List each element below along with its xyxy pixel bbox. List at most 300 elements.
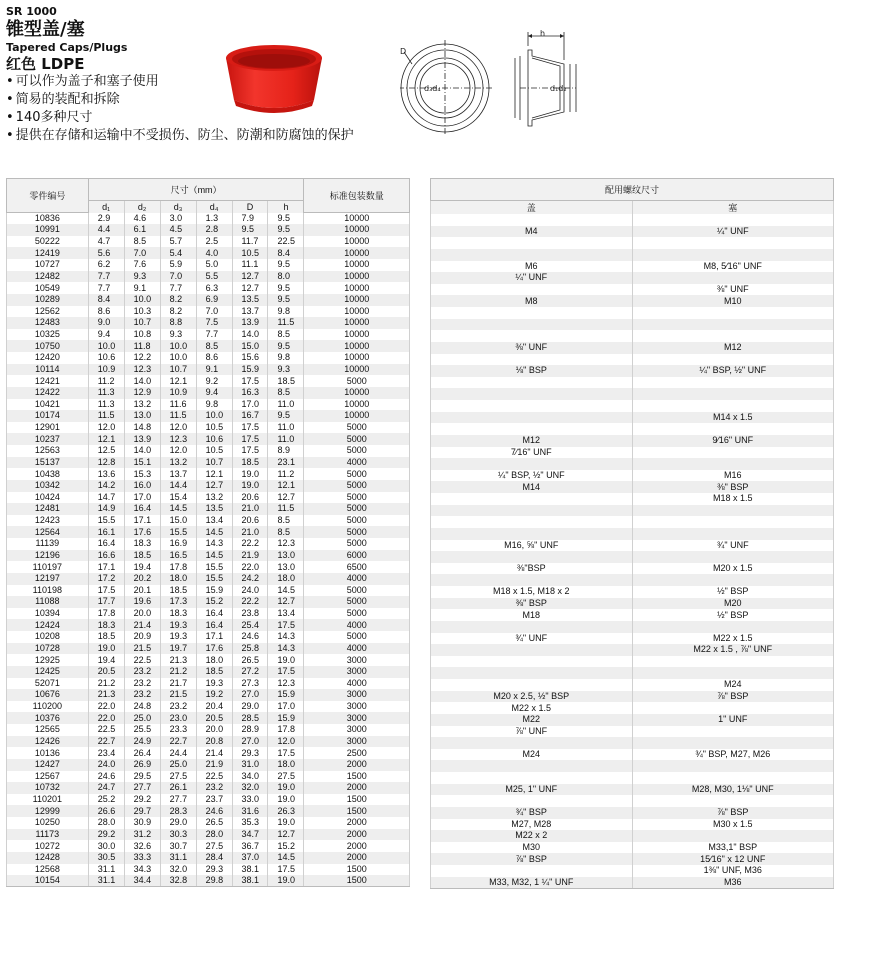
table-cell: 15.9: [232, 364, 268, 376]
plug-thread-cell: [632, 272, 834, 284]
table-cell: 14.4: [160, 480, 196, 492]
table-cell: 4000: [304, 678, 410, 690]
table-cell: 28.0: [196, 829, 232, 841]
table-cell: 10.0: [124, 294, 160, 306]
table-cell: 14.5: [268, 585, 304, 597]
cap-thread-cell: [431, 865, 633, 877]
table-cell: 22.2: [232, 596, 268, 608]
table-cell: 17.8: [88, 608, 124, 620]
table-row: [431, 865, 834, 877]
table-cell: 22.5: [196, 771, 232, 783]
table-row: [431, 272, 834, 284]
table-row: [431, 481, 834, 493]
table-cell: 10.0: [88, 340, 124, 352]
table-row: [431, 354, 834, 366]
table-cell: 21.9: [232, 550, 268, 562]
table-cell: 18.0: [196, 654, 232, 666]
table-cell: 24.9: [124, 736, 160, 748]
cap-thread-cell: [431, 388, 633, 400]
table-row: [7, 573, 410, 585]
table-row: [7, 666, 410, 678]
table-cell: 35.3: [232, 817, 268, 829]
table-cell: 9.8: [268, 352, 304, 364]
feature-item: • 提供在存储和运输中不受损伤、防尘、防潮和防腐蚀的保护: [6, 127, 426, 145]
header-d3: d₃: [160, 201, 196, 213]
table-cell: 7.0: [196, 306, 232, 318]
plug-thread-cell: [632, 702, 834, 714]
table-cell: 11.5: [88, 410, 124, 422]
table-cell: 10.8: [124, 329, 160, 341]
table-cell: 12925: [7, 654, 89, 666]
table-cell: 9.3: [160, 329, 196, 341]
table-cell: 23.2: [124, 689, 160, 701]
cap-thread-cell: [431, 493, 633, 505]
table-cell: 12.3: [160, 433, 196, 445]
table-cell: 10114: [7, 364, 89, 376]
table-row: [7, 771, 410, 783]
cap-thread-cell: [431, 214, 633, 226]
plug-thread-cell: [632, 458, 834, 470]
table-cell: 19.0: [268, 794, 304, 806]
plug-thread-cell: [632, 400, 834, 412]
plug-thread-cell: [632, 772, 834, 784]
table-cell: 29.7: [124, 805, 160, 817]
table-cell: 12.0: [88, 422, 124, 434]
table-cell: 17.5: [232, 433, 268, 445]
table-row: [7, 736, 410, 748]
table-row: [7, 585, 410, 597]
table-cell: 29.0: [232, 701, 268, 713]
table-cell: 10174: [7, 410, 89, 422]
table-cell: 13.6: [88, 468, 124, 480]
table-cell: 17.5: [232, 445, 268, 457]
table-cell: 5.4: [160, 247, 196, 259]
cap-thread-cell: ⅞" BSP: [431, 853, 633, 865]
table-row: [7, 422, 410, 434]
table-cell: 12427: [7, 759, 89, 771]
table-row: [431, 795, 834, 807]
plug-thread-cell: [632, 319, 834, 331]
table-row: [7, 364, 410, 376]
plug-thread-cell: ¼" UNF: [632, 226, 834, 238]
table-cell: 10.5: [196, 445, 232, 457]
table-cell: 25.8: [232, 643, 268, 655]
table-cell: 11.5: [160, 410, 196, 422]
table-cell: 28.4: [196, 852, 232, 864]
table-cell: 20.2: [124, 573, 160, 585]
cap-thread-cell: [431, 249, 633, 261]
table-cell: 5000: [304, 480, 410, 492]
table-row: [7, 782, 410, 794]
product-photo: [220, 40, 328, 116]
table-row: [7, 282, 410, 294]
cap-thread-cell: [431, 737, 633, 749]
table-cell: 19.4: [124, 561, 160, 573]
table-cell: 10000: [304, 271, 410, 283]
table-cell: 110198: [7, 585, 89, 597]
cap-thread-cell: [431, 423, 633, 435]
table-cell: 21.2: [160, 666, 196, 678]
table-cell: 17.3: [160, 596, 196, 608]
table-row: [431, 784, 834, 796]
table-cell: 18.5: [268, 375, 304, 387]
table-cell: 19.4: [88, 654, 124, 666]
table-cell: 18.3: [124, 538, 160, 550]
table-cell: 4.6: [124, 213, 160, 225]
table-cell: 10000: [304, 236, 410, 248]
table-cell: 20.5: [196, 712, 232, 724]
table-cell: 14.3: [268, 643, 304, 655]
table-cell: 5.6: [88, 247, 124, 259]
table-cell: 10000: [304, 294, 410, 306]
cap-thread-cell: 7⁄16" UNF: [431, 447, 633, 459]
table-cell: 10136: [7, 747, 89, 759]
table-cell: 29.3: [232, 747, 268, 759]
table-row: [7, 236, 410, 248]
table-cell: 10000: [304, 306, 410, 318]
cap-thread-cell: [431, 400, 633, 412]
table-row: [431, 772, 834, 784]
table-cell: 10.0: [160, 352, 196, 364]
table-cell: 1500: [304, 771, 410, 783]
table-cell: 12562: [7, 306, 89, 318]
table-cell: 10208: [7, 631, 89, 643]
table-row: [431, 749, 834, 761]
table-cell: 16.4: [196, 608, 232, 620]
table-cell: 28.3: [160, 805, 196, 817]
table-cell: 5000: [304, 492, 410, 504]
table-cell: 10750: [7, 340, 89, 352]
table-row: [7, 213, 410, 225]
table-row: [7, 224, 410, 236]
table-cell: 13.2: [124, 399, 160, 411]
cap-thread-cell: [431, 505, 633, 517]
table-cell: 14.3: [196, 538, 232, 550]
table-cell: 23.1: [268, 457, 304, 469]
table-cell: 8.4: [268, 247, 304, 259]
table-cell: 16.5: [160, 550, 196, 562]
plug-thread-cell: [632, 528, 834, 540]
header-D: D: [232, 201, 268, 213]
table-cell: 26.3: [268, 805, 304, 817]
table-cell: 5000: [304, 585, 410, 597]
table-cell: 13.0: [124, 410, 160, 422]
table-row: [7, 829, 410, 841]
table-cell: 11.3: [88, 387, 124, 399]
plug-thread-cell: ⅜" BSP: [632, 481, 834, 493]
table-row: [431, 388, 834, 400]
cap-thread-cell: [431, 644, 633, 656]
table-cell: 9.5: [268, 340, 304, 352]
cap-thread-cell: M4: [431, 226, 633, 238]
table-cell: 14.5: [196, 550, 232, 562]
header-d2: d₂: [124, 201, 160, 213]
technical-drawing: [400, 24, 600, 142]
cap-thread-cell: [431, 679, 633, 691]
table-cell: 14.9: [88, 503, 124, 515]
table-cell: 5000: [304, 433, 410, 445]
table-cell: 22.5: [124, 654, 160, 666]
table-cell: 12482: [7, 271, 89, 283]
plug-thread-cell: [632, 237, 834, 249]
table-cell: 13.5: [232, 294, 268, 306]
table-cell: 9.5: [268, 213, 304, 225]
table-cell: 22.7: [88, 736, 124, 748]
table-cell: 20.0: [196, 724, 232, 736]
table-cell: 23.4: [88, 747, 124, 759]
table-cell: 20.9: [124, 631, 160, 643]
cap-thread-cell: [431, 656, 633, 668]
table-row: [7, 538, 410, 550]
table-cell: 25.2: [88, 794, 124, 806]
table-cell: 13.9: [232, 317, 268, 329]
header-thread-size: 配用螺纹尺寸: [431, 179, 834, 201]
table-cell: 2.8: [196, 224, 232, 236]
dimension-table-body: [7, 213, 410, 887]
table-cell: 29.0: [160, 817, 196, 829]
table-cell: 34.4: [124, 875, 160, 887]
table-cell: 20.8: [196, 736, 232, 748]
table-cell: 20.0: [124, 608, 160, 620]
cap-thread-cell: [431, 330, 633, 342]
cap-thread-cell: ¾" BSP: [431, 807, 633, 819]
plug-thread-cell: 1⅜" UNF, M36: [632, 865, 834, 877]
cap-thread-cell: M22: [431, 714, 633, 726]
table-cell: 22.0: [88, 701, 124, 713]
table-cell: 24.7: [88, 782, 124, 794]
table-row: [431, 830, 834, 842]
table-cell: 23.0: [160, 712, 196, 724]
table-cell: 27.5: [160, 771, 196, 783]
table-cell: 9.3: [124, 271, 160, 283]
table-row: [7, 654, 410, 666]
table-cell: 12.1: [160, 375, 196, 387]
plug-thread-cell: [632, 760, 834, 772]
cap-thread-cell: [431, 237, 633, 249]
plug-thread-cell: M10: [632, 295, 834, 307]
table-cell: 3000: [304, 701, 410, 713]
table-cell: 13.4: [196, 515, 232, 527]
table-cell: 18.0: [268, 573, 304, 585]
table-cell: 9.2: [196, 375, 232, 387]
table-cell: 2000: [304, 817, 410, 829]
cap-thread-cell: [431, 284, 633, 296]
table-cell: 16.7: [232, 410, 268, 422]
table-cell: 23.3: [160, 724, 196, 736]
table-cell: 15.0: [232, 340, 268, 352]
table-cell: 14.0: [124, 445, 160, 457]
table-cell: 12.7: [232, 271, 268, 283]
table-row: [431, 528, 834, 540]
table-row: [7, 747, 410, 759]
table-cell: 10.7: [124, 317, 160, 329]
feature-list: [6, 73, 426, 145]
plug-thread-cell: 9⁄16" UNF: [632, 435, 834, 447]
cap-thread-cell: ¾" UNF: [431, 633, 633, 645]
table-cell: 10000: [304, 213, 410, 225]
table-row: [7, 387, 410, 399]
table-row: [7, 643, 410, 655]
table-row: [431, 284, 834, 296]
table-cell: 4000: [304, 643, 410, 655]
table-cell: 33.3: [124, 852, 160, 864]
table-cell: 3.0: [160, 213, 196, 225]
table-cell: 9.0: [88, 317, 124, 329]
cap-thread-cell: [431, 516, 633, 528]
table-cell: 25.4: [232, 619, 268, 631]
table-cell: 15.4: [160, 492, 196, 504]
table-cell: 1500: [304, 875, 410, 887]
table-cell: 31.1: [88, 875, 124, 887]
table-cell: 12.3: [124, 364, 160, 376]
table-row: [431, 470, 834, 482]
table-row: [7, 608, 410, 620]
table-cell: 13.0: [268, 550, 304, 562]
table-cell: 18.5: [124, 550, 160, 562]
table-cell: 10424: [7, 492, 89, 504]
table-cell: 10000: [304, 399, 410, 411]
cap-thread-cell: M33, M32, 1 ¼" UNF: [431, 877, 633, 889]
table-cell: 17.7: [88, 596, 124, 608]
plug-thread-cell: [632, 330, 834, 342]
table-cell: 17.1: [88, 561, 124, 573]
table-cell: 26.5: [232, 654, 268, 666]
table-row: [7, 468, 410, 480]
table-cell: 8.5: [196, 340, 232, 352]
table-cell: 12565: [7, 724, 89, 736]
table-cell: 21.3: [88, 689, 124, 701]
table-cell: 5000: [304, 422, 410, 434]
plug-thread-cell: M22 x 1.5: [632, 633, 834, 645]
table-row: [431, 609, 834, 621]
table-cell: 8.0: [268, 271, 304, 283]
table-cell: 17.1: [196, 631, 232, 643]
table-cell: 15.5: [196, 561, 232, 573]
cap-thread-cell: M24: [431, 749, 633, 761]
cap-thread-cell: ¼" BSP, ½" UNF: [431, 470, 633, 482]
table-cell: 24.6: [196, 805, 232, 817]
table-row: [7, 631, 410, 643]
table-cell: 30.3: [160, 829, 196, 841]
table-cell: 17.8: [268, 724, 304, 736]
table-cell: 3000: [304, 736, 410, 748]
table-cell: 17.5: [268, 619, 304, 631]
plug-thread-cell: M14 x 1.5: [632, 412, 834, 424]
table-row: [431, 656, 834, 668]
cap-thread-cell: [431, 667, 633, 679]
table-cell: 10.0: [196, 410, 232, 422]
table-cell: 14.5: [160, 503, 196, 515]
table-row: [7, 457, 410, 469]
table-row: [431, 412, 834, 424]
table-row: [431, 807, 834, 819]
table-cell: 5000: [304, 526, 410, 538]
table-row: [431, 226, 834, 238]
table-cell: 16.3: [232, 387, 268, 399]
cap-thread-cell: M12: [431, 435, 633, 447]
cap-thread-cell: [431, 354, 633, 366]
table-cell: 15.5: [196, 573, 232, 585]
table-cell: 10342: [7, 480, 89, 492]
feature-item: • 简易的装配和拆除: [6, 91, 426, 109]
table-cell: 25.0: [160, 759, 196, 771]
table-cell: 30.0: [88, 840, 124, 852]
table-row: [431, 621, 834, 633]
table-cell: 26.5: [196, 817, 232, 829]
table-row: [431, 435, 834, 447]
table-cell: 13.7: [160, 468, 196, 480]
table-cell: 10154: [7, 875, 89, 887]
plug-thread-cell: [632, 656, 834, 668]
table-cell: 9.4: [88, 329, 124, 341]
table-cell: 3000: [304, 724, 410, 736]
table-row: [7, 480, 410, 492]
table-cell: 19.2: [196, 689, 232, 701]
table-cell: 9.1: [124, 282, 160, 294]
table-row: [431, 598, 834, 610]
table-cell: 18.5: [196, 666, 232, 678]
cap-thread-cell: M16, ⅝" UNF: [431, 540, 633, 552]
table-cell: 17.0: [124, 492, 160, 504]
table-cell: 3000: [304, 712, 410, 724]
table-cell: 9.5: [268, 410, 304, 422]
table-cell: 6.9: [196, 294, 232, 306]
plug-thread-cell: ⅜" UNF: [632, 284, 834, 296]
table-cell: 19.3: [196, 678, 232, 690]
table-cell: 4.7: [88, 236, 124, 248]
table-cell: 2000: [304, 782, 410, 794]
table-row: [431, 214, 834, 226]
table-cell: 14.0: [232, 329, 268, 341]
plug-thread-cell: ½" BSP: [632, 609, 834, 621]
table-cell: 22.7: [160, 736, 196, 748]
table-cell: 2000: [304, 759, 410, 771]
table-cell: 2.5: [196, 236, 232, 248]
table-cell: 18.0: [160, 573, 196, 585]
header-plug: 塞: [632, 201, 834, 215]
table-cell: 31.1: [160, 852, 196, 864]
cap-thread-cell: M18 x 1.5, M18 x 2: [431, 586, 633, 598]
table-cell: 12425: [7, 666, 89, 678]
table-cell: 10.9: [88, 364, 124, 376]
table-cell: 19.0: [268, 654, 304, 666]
plug-thread-cell: 15⁄16" x 12 UNF: [632, 853, 834, 865]
table-row: [431, 505, 834, 517]
plug-thread-cell: ⅞" BSP: [632, 691, 834, 703]
table-cell: 12.5: [88, 445, 124, 457]
plug-thread-cell: [632, 377, 834, 389]
table-cell: 4.0: [196, 247, 232, 259]
table-cell: 9.5: [268, 294, 304, 306]
table-cell: 22.5: [268, 236, 304, 248]
table-cell: 29.5: [124, 771, 160, 783]
table-row: [7, 596, 410, 608]
table-cell: 18.3: [88, 619, 124, 631]
table-cell: 28.9: [232, 724, 268, 736]
table-cell: 10000: [304, 329, 410, 341]
table-cell: 21.3: [160, 654, 196, 666]
plug-thread-cell: M36: [632, 877, 834, 889]
table-cell: 7.7: [196, 329, 232, 341]
material: 红色 LDPE: [6, 55, 85, 73]
table-row: [7, 433, 410, 445]
table-cell: 23.2: [124, 666, 160, 678]
table-cell: 5.0: [196, 259, 232, 271]
table-cell: 10438: [7, 468, 89, 480]
table-cell: 12568: [7, 864, 89, 876]
label-d3d4: d₃d₄: [424, 84, 441, 93]
table-cell: 10.9: [160, 387, 196, 399]
